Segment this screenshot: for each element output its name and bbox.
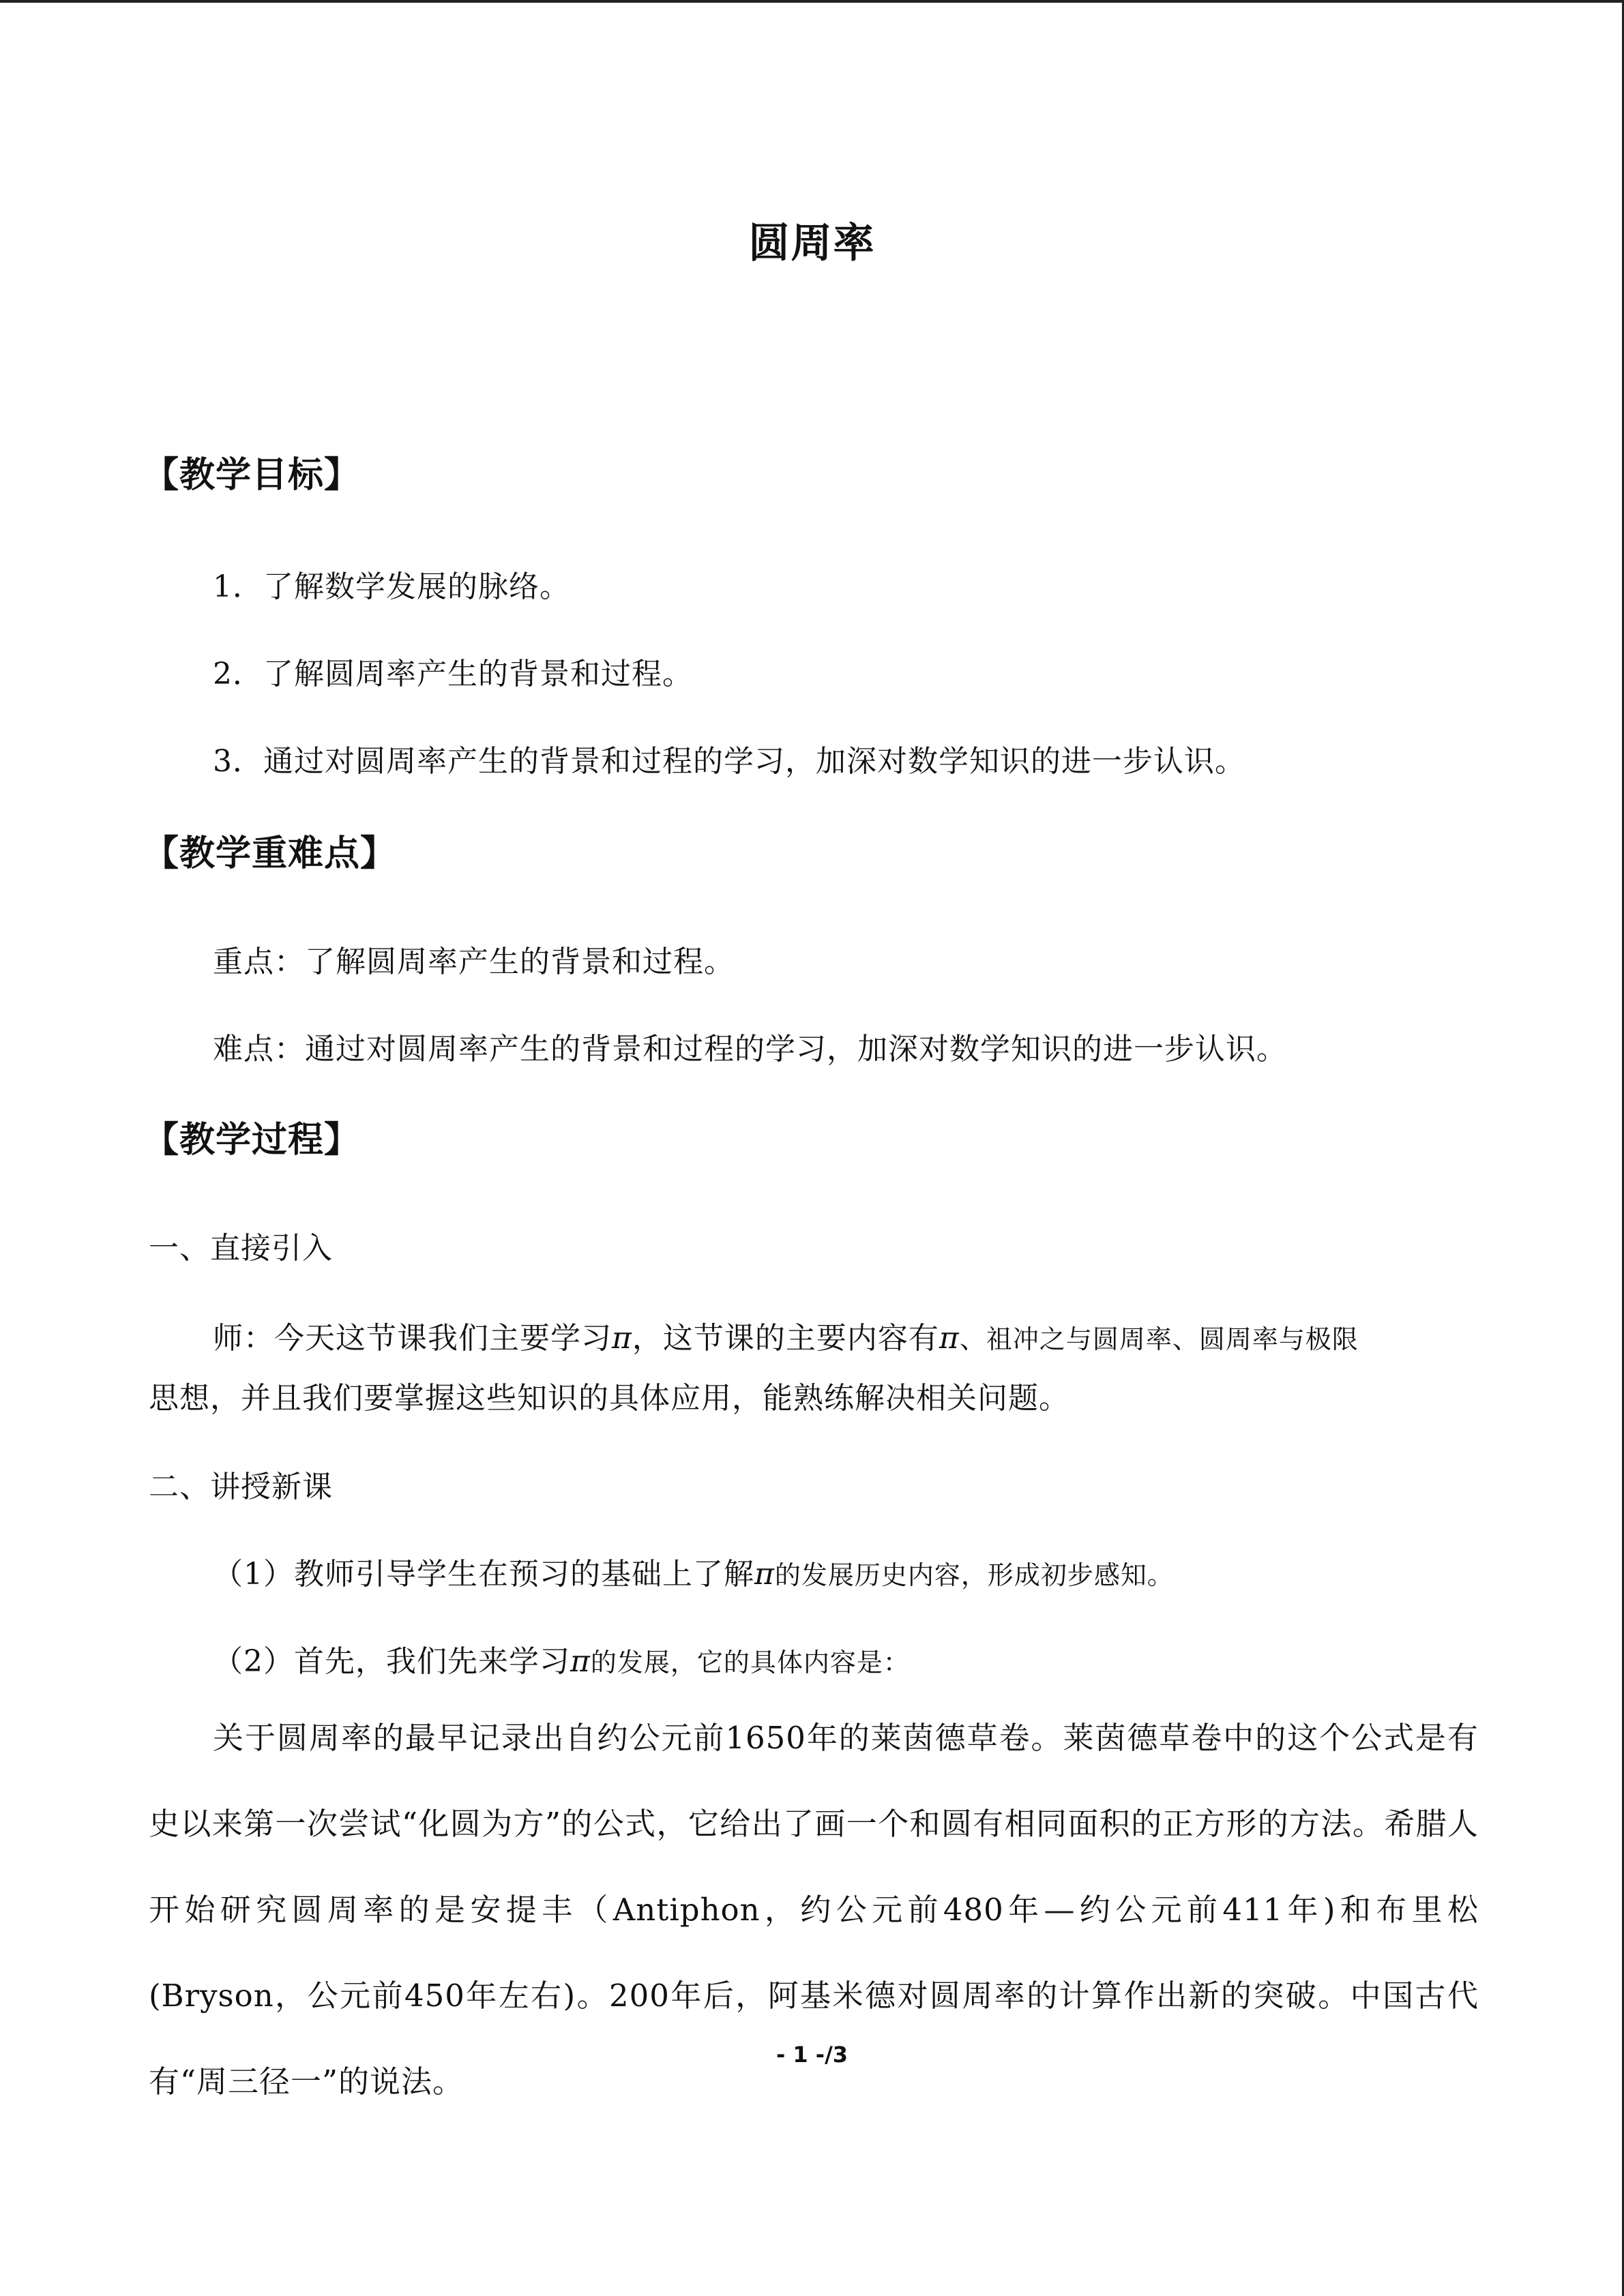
part1-text-c: 、祖冲之与圆周率、圆周率与极限: [959, 1324, 1359, 1354]
pi-symbol: π: [612, 1321, 632, 1356]
step1: [213, 1549, 1174, 1593]
goal-item-1: 1．了解数学发展的脉络。: [213, 569, 570, 604]
pi-symbol: π: [754, 1557, 775, 1592]
history-paragraph: 关于圆周率的最早记录出自约公元前1650年的莱茵德草卷。莱茵德草卷中的这个公式是有史以来第一次尝试“化圆为方”的公式，它给出了画一个和圆有相同面积的正方形的方法。希腊人开始研究圆周率的是安提丰（Antiphon，约公元前480年—约公元前411年)和布里松(Bryson，公元前450年左右)。200年后，阿基米德对圆周率的计算作出新的突破。中国古代有“周三径一”的说法。: [149, 1720, 1479, 2100]
difficult-point: 难点：通过对圆周率产生的背景和过程的学习，加深对数学知识的进一步认识。: [213, 1032, 1287, 1067]
key-point: 重点：了解圆周率产生的背景和过程。: [213, 944, 735, 979]
part1-paragraph-line2: 思想，并且我们要掌握这些知识的具体应用，能熟练解决相关问题。: [149, 1381, 1069, 1416]
part1-text-a: 师：今天这节课我们主要学习: [213, 1321, 612, 1356]
page-number: - 1 -/3: [776, 2042, 848, 2068]
part1-paragraph-line1: [213, 1313, 1359, 1357]
step2-text-a: （2）首先，我们先来学习: [213, 1644, 570, 1679]
step2: [213, 1637, 910, 1680]
page-title: 圆周率: [748, 220, 876, 267]
step2-text-b: 的发展，它的具体内容是：: [590, 1648, 910, 1678]
part2-title: 二、讲授新课: [149, 1470, 333, 1504]
goal-item-3: 3．通过对圆周率产生的背景和过程的学习，加深对数学知识的进一步认识。: [213, 744, 1245, 779]
key-points-heading: 【教学重难点】: [143, 833, 397, 874]
part1-title: 一、直接引入: [149, 1231, 333, 1266]
goal-item-2: 2．了解圆周率产生的背景和过程。: [213, 657, 693, 691]
step1-text-b: 的发展历史内容，形成初步感知。: [774, 1560, 1174, 1590]
pi-symbol: π: [939, 1321, 960, 1356]
process-heading: 【教学过程】: [143, 1120, 361, 1161]
part1-text-b: ，这节课的主要内容有: [632, 1321, 939, 1356]
pi-symbol: π: [570, 1644, 591, 1679]
goals-heading: 【教学目标】: [143, 455, 361, 496]
step1-text-a: （1）教师引导学生在预习的基础上了解: [213, 1557, 754, 1592]
